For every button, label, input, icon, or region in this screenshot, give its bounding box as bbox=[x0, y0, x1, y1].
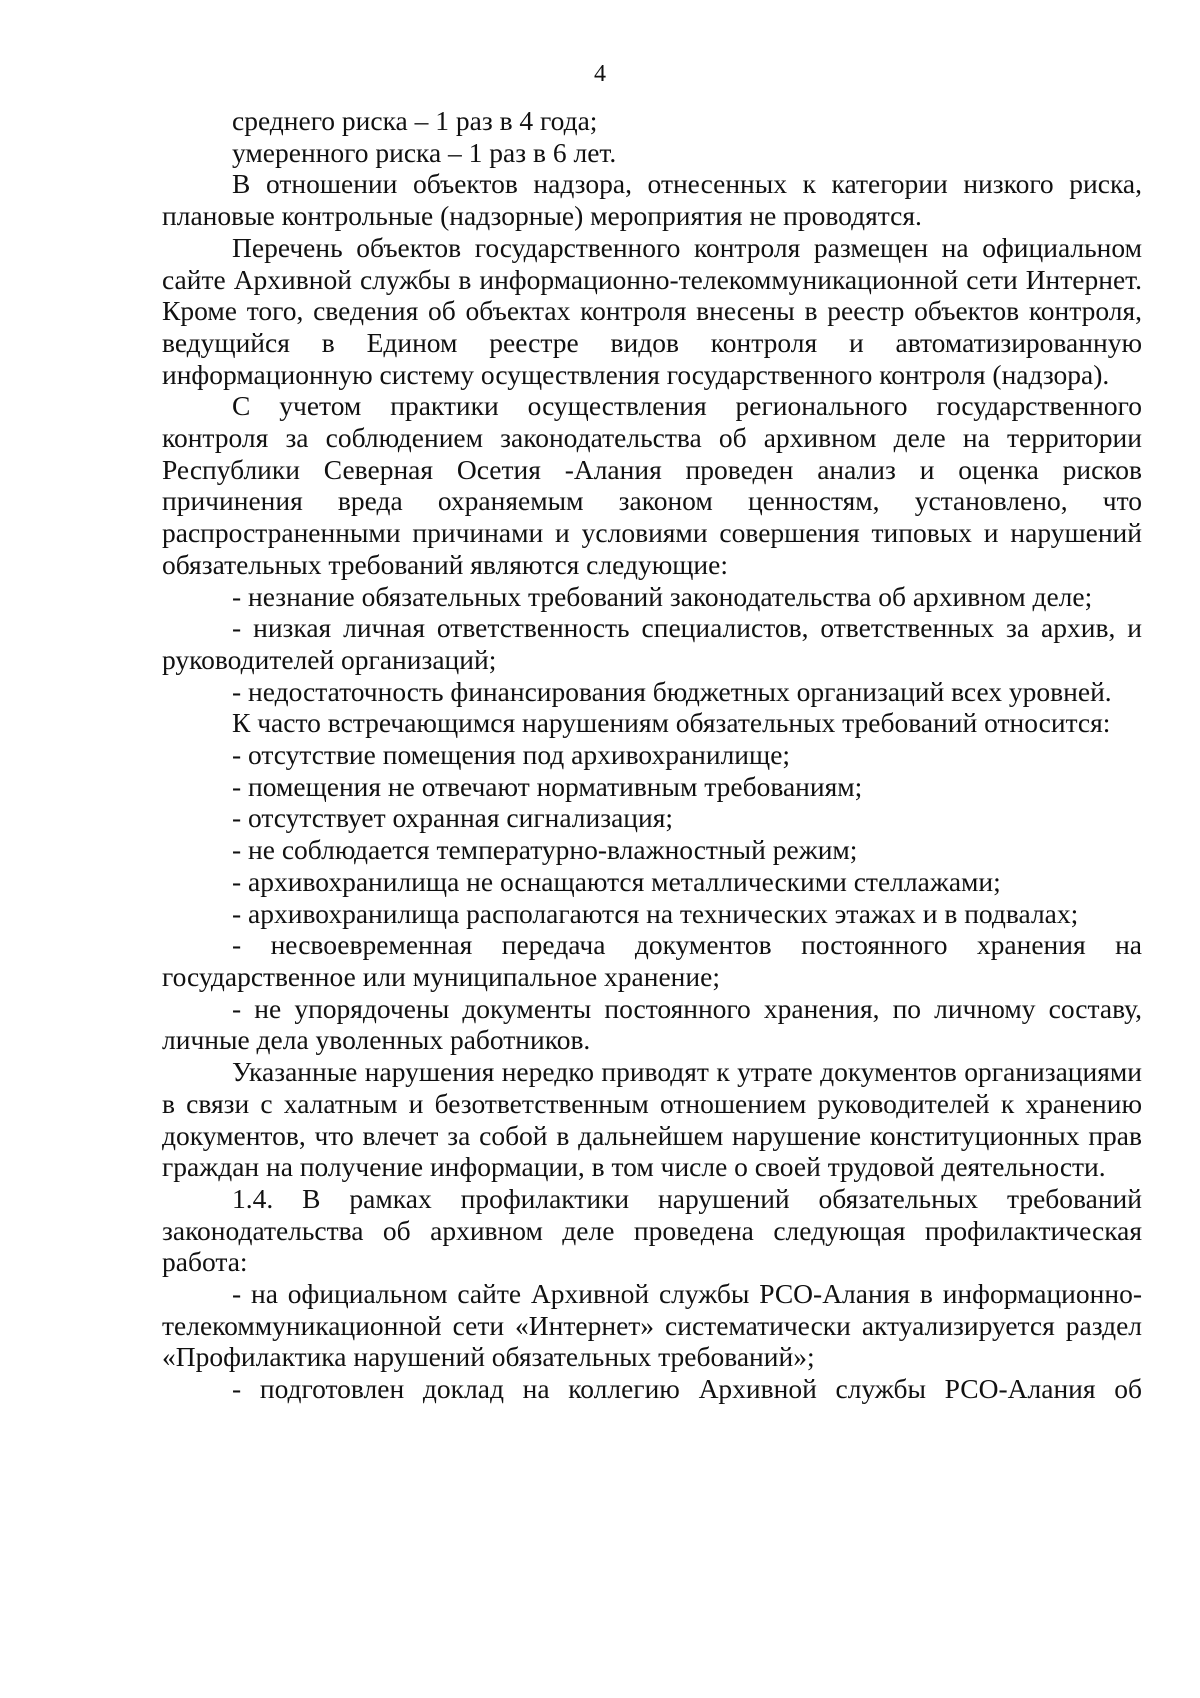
paragraph-low-risk: В отношении объектов надзора, отнесенных к категории низкого риска, плановые контрольные (надзорные) мероприятия не проводятся. bbox=[162, 168, 1142, 232]
list-item-violation: - отсутствует охранная сигнализация; bbox=[232, 802, 674, 834]
paragraph-risk-analysis: С учетом практики осуществления регионального государственного контроля за соблюдением законодательства об архивном деле на территории Республики Северная Осетия -Алания проведен анализ и оценка рисков причинения вреда охраняемым законом ценностям, установлено, что распространенными причинами и условиями совершения типовых и нарушений обязательных требований являются следующие: bbox=[162, 390, 1142, 580]
list-item-cause: - незнание обязательных требований законодательства об архивном деле; bbox=[232, 580, 1093, 612]
list-item-cause: - низкая личная ответственность специалистов, ответственных за архив, и руководителей организаций; bbox=[162, 612, 1142, 675]
list-item-violation: - архивохранилища располагаются на технических этажах и в подвалах; bbox=[232, 897, 1079, 929]
list-item-violation: - не соблюдается температурно-влажностный режим; bbox=[232, 834, 858, 866]
list-item-cause: - недостаточность финансирования бюджетных организаций всех уровней. bbox=[232, 675, 1112, 707]
list-item-violation: - не упорядочены документы постоянного хранения, по личному составу, личные дела уволенных работников. bbox=[162, 992, 1142, 1056]
paragraph-consequences: Указанные нарушения нередко приводят к утрате документов организациями в связи с халатным и безответственным отношением руководителей к хранению документов, что влечет за собой в дальнейшем нарушение конституционных прав граждан на получение информации, в том числе о своей трудовой деятельности. bbox=[162, 1056, 1142, 1183]
paragraph-moderate-risk: умеренного риска – 1 раз в 6 лет. bbox=[232, 136, 617, 168]
paragraph-medium-risk: среднего риска – 1 раз в 4 года; bbox=[232, 105, 598, 136]
list-item-prevention: - подготовлен доклад на коллегию Архивной службы РСО-Алания об bbox=[232, 1373, 1142, 1405]
document-body bbox=[162, 105, 1142, 1405]
list-item-violation: - отсутствие помещения под архивохранилище; bbox=[232, 739, 791, 771]
list-item-violation: - несвоевременная передача документов постоянного хранения на государственное или муниципальное хранение; bbox=[162, 929, 1142, 992]
list-item-prevention: - на официальном сайте Архивной службы РСО-Алания в информационно-телекоммуникационной сети «Интернет» систематически актуализируется раздел «Профилактика нарушений обязательных требований»; bbox=[162, 1278, 1142, 1373]
list-item-violation: - помещения не отвечают нормативным требованиям; bbox=[232, 770, 863, 802]
list-item-violation: - архивохранилища не оснащаются металлическими стеллажами; bbox=[232, 865, 1001, 897]
paragraph-control-objects-list: Перечень объектов государственного контроля размещен на официальном сайте Архивной службы в информационно-телекоммуникационной сети Интернет. Кроме того, сведения об объектах контроля внесены в реестр объектов контроля, ведущийся в Едином реестре видов контроля и автоматизированную информационную систему осуществления государственного контроля (надзора). bbox=[162, 231, 1142, 390]
paragraph-section-1-4: 1.4. В рамках профилактики нарушений обязательных требований законодательства об архивном деле проведена следующая профилактическая работа: bbox=[162, 1182, 1142, 1278]
page-number: 4 bbox=[594, 61, 606, 87]
paragraph-frequent-violations: К часто встречающимся нарушениям обязательных требований относится: bbox=[232, 707, 1111, 739]
